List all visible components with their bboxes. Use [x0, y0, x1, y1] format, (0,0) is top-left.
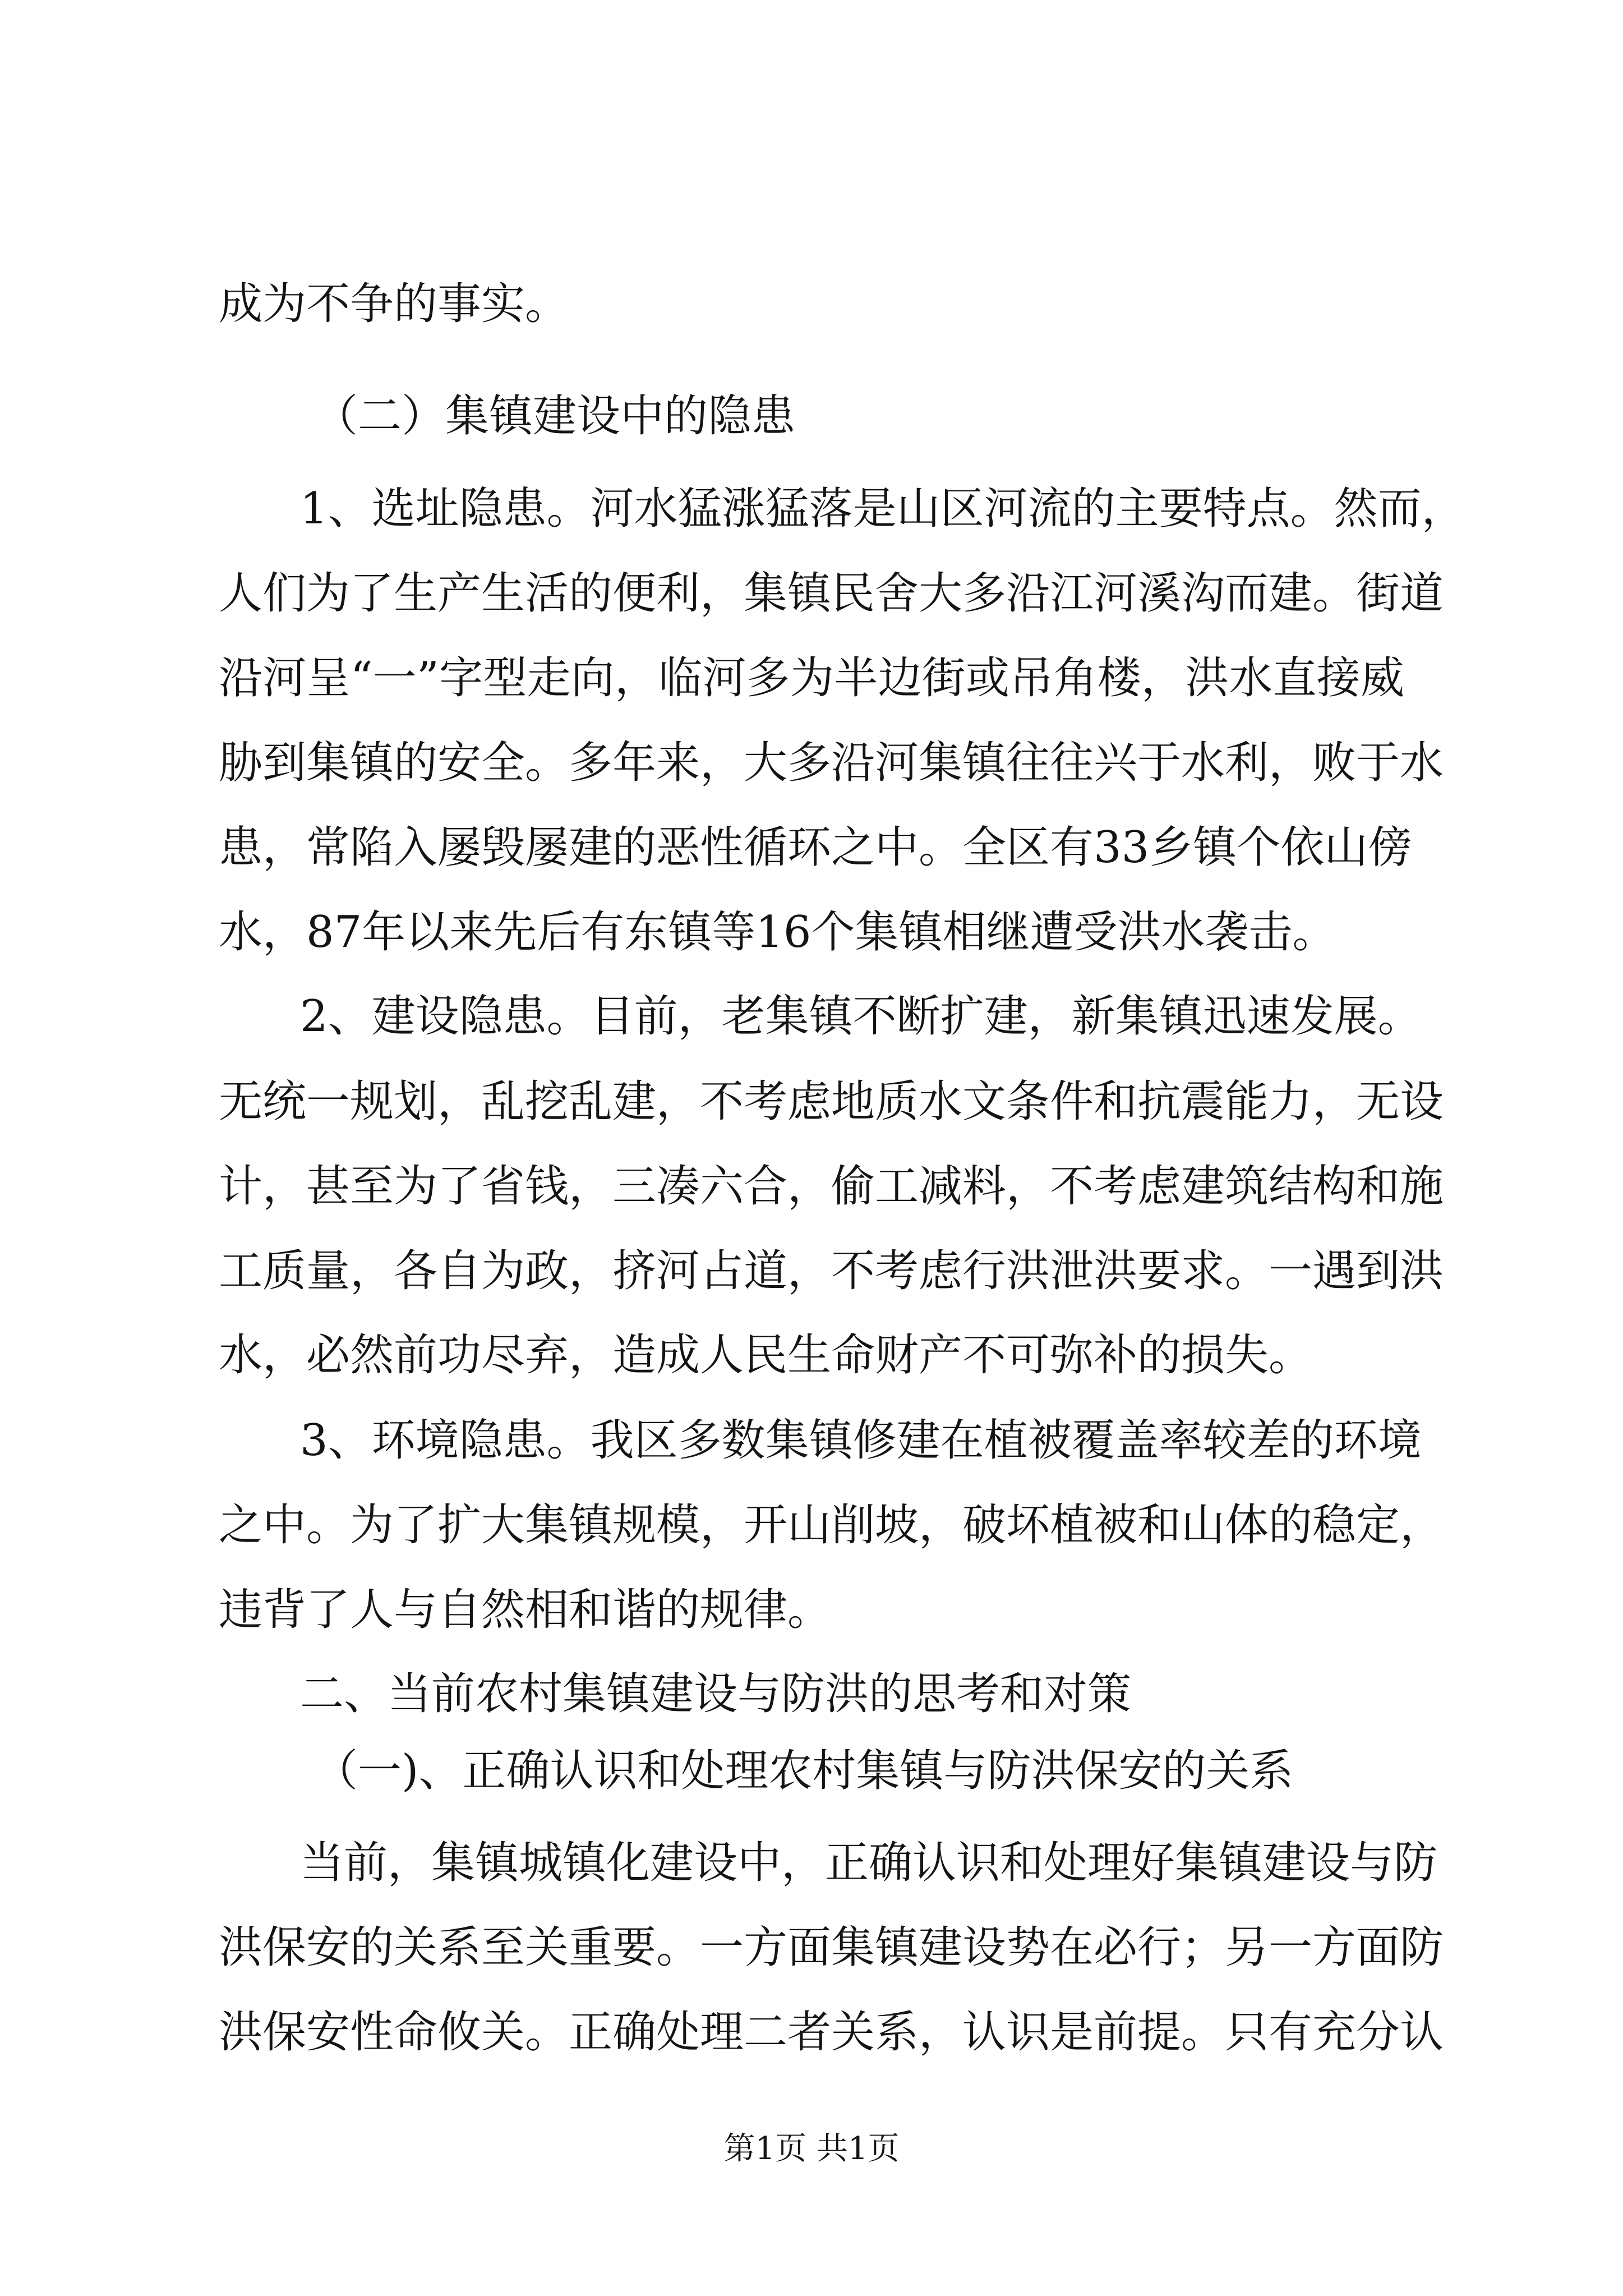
text-line-21: 洪保安性命攸关。正确处理二者关系，认识是前提。只有充分认 [219, 2007, 1444, 2058]
text-line-8: 水，87年以来先后有东镇等16个集镇相继遭受洪水袭击。 [219, 907, 1336, 958]
text-line-12: 工质量，各自为政，挤河占道，不考虑行洪泄洪要求。一遇到洪 [219, 1246, 1444, 1296]
text-line-9: 2、建设隐患。目前，老集镇不断扩建，新集镇迅速发展。 [300, 991, 1422, 1042]
text-line-20: 洪保安的关系至关重要。一方面集镇建设势在必行；另一方面防 [219, 1922, 1444, 1973]
text-line-6: 胁到集镇的安全。多年来，大多沿河集镇往往兴于水利，败于水 [219, 738, 1444, 788]
section-heading-18: （一)、正确认识和处理农村集镇与防洪保安的关系 [314, 1746, 1294, 1796]
page-footer: 第1页 共1页 [723, 2131, 900, 2167]
text-line-11: 计，甚至为了省钱，三凑六合，偷工减料，不考虑建筑结构和施 [219, 1161, 1444, 1212]
text-line-16: 违背了人与自然相和谐的规律。 [219, 1585, 832, 1635]
text-line-13: 水，必然前功尽弃，造成人民生命财产不可弥补的损失。 [219, 1330, 1313, 1381]
text-line-1: 成为不争的事实。 [219, 279, 569, 329]
section-heading-17: 二、当前农村集镇建设与防洪的思考和对策 [300, 1669, 1132, 1719]
text-line-3: 1、选址隐患。河水猛涨猛落是山区河流的主要特点。然而， [300, 484, 1465, 534]
text-line-7: 患，常陷入屡毁屡建的恶性循环之中。全区有33乡镇个依山傍 [219, 822, 1412, 873]
text-line-4: 人们为了生产生活的便利，集镇民舍大多沿江河溪沟而建。街道 [219, 568, 1444, 619]
text-line-19: 当前，集镇城镇化建设中，正确认识和处理好集镇建设与防 [300, 1838, 1438, 1888]
section-heading-2: （二）集镇建设中的隐患 [314, 391, 796, 441]
text-line-5: 沿河呈“一”字型走向，临河多为半边街或吊角楼，洪水直接威 [219, 653, 1404, 703]
text-line-15: 之中。为了扩大集镇规模，开山削坡，破坏植被和山体的稳定， [219, 1500, 1444, 1550]
text-line-14: 3、环境隐患。我区多数集镇修建在植被覆盖率较差的环境 [300, 1415, 1422, 1466]
text-line-10: 无统一规划，乱挖乱建，不考虑地质水文条件和抗震能力，无设 [219, 1076, 1444, 1127]
